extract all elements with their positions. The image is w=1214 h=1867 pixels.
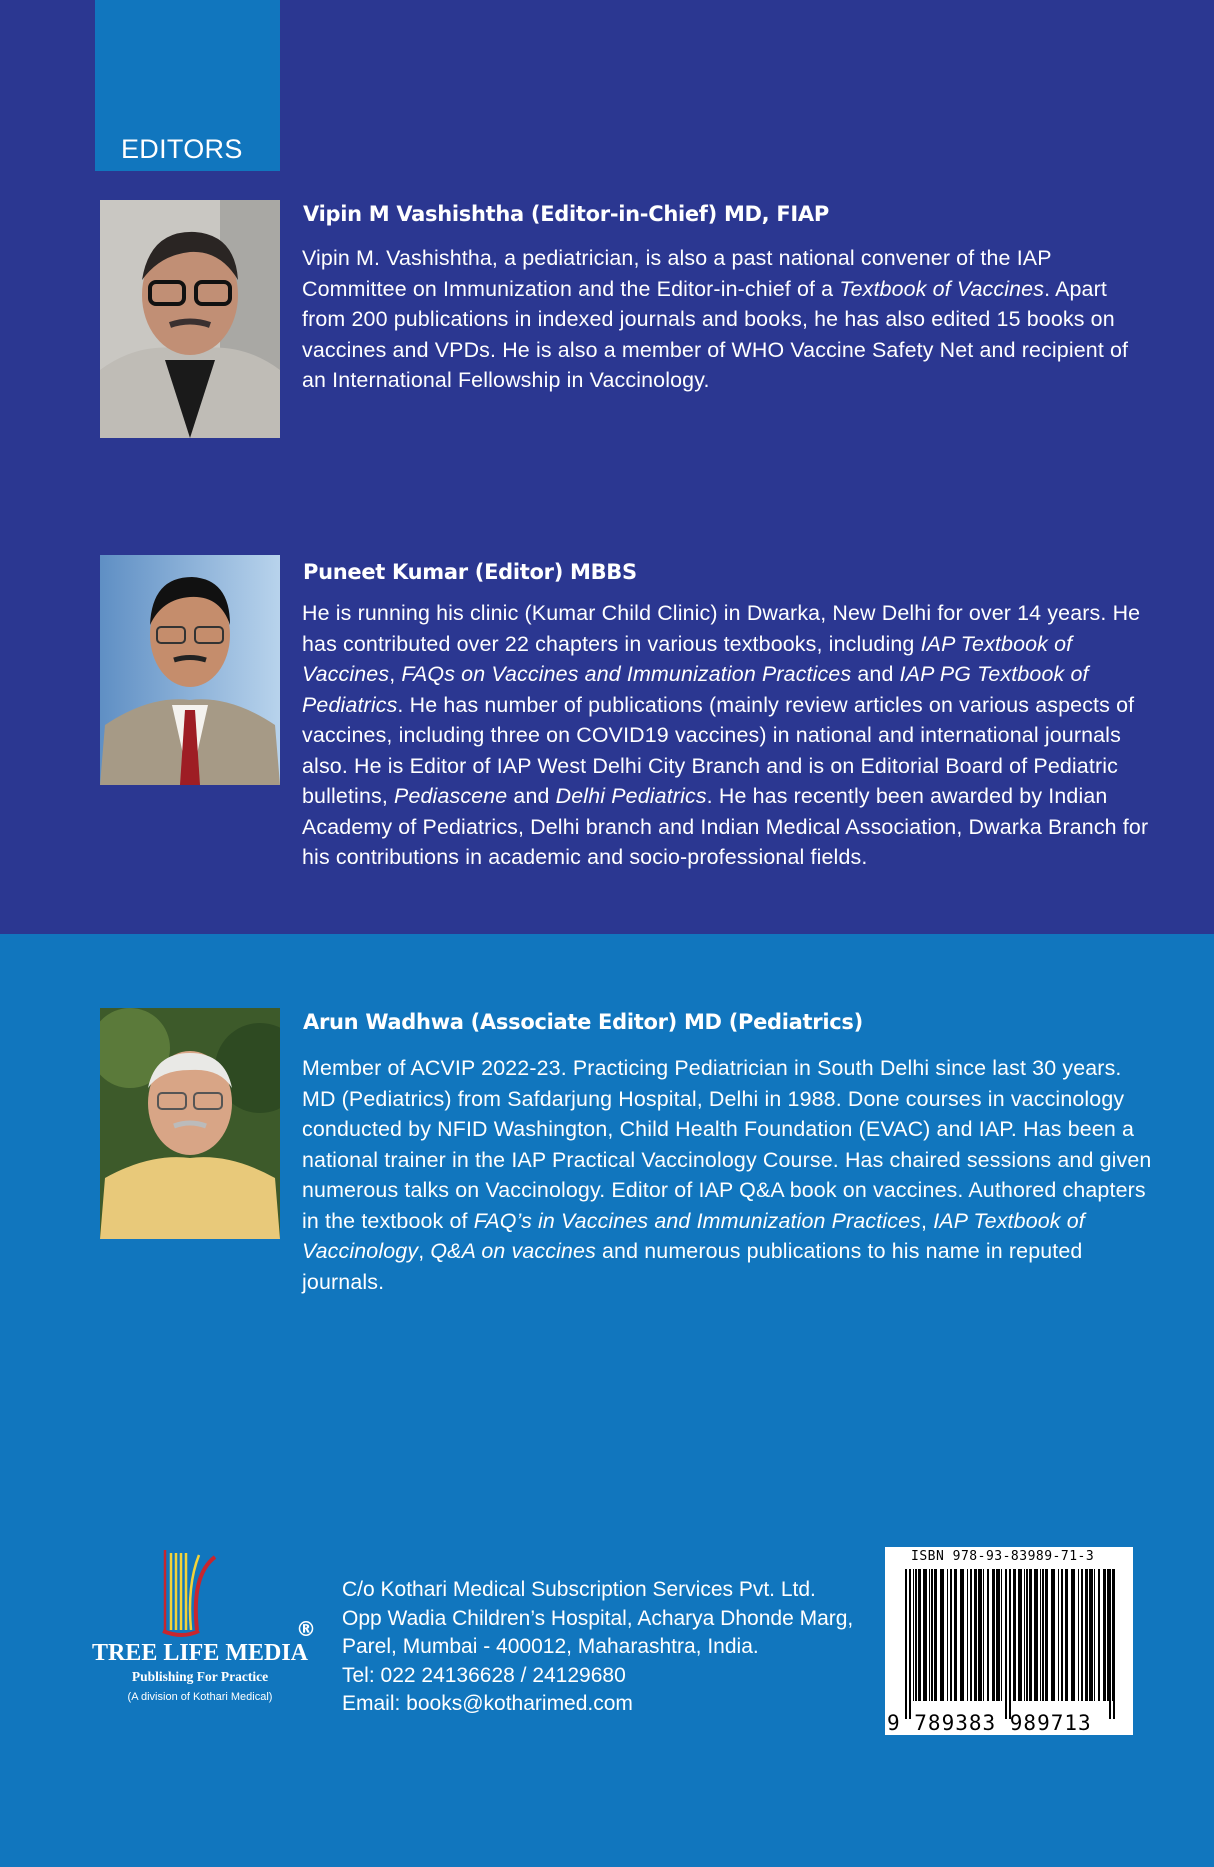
editor-name: Arun Wadhwa (Associate Editor) MD (Pediatrics) — [303, 1010, 863, 1034]
barcode-bar — [1051, 1569, 1055, 1701]
barcode-bar — [1081, 1569, 1083, 1701]
address-line: Parel, Mumbai - 400012, Maharashtra, India. — [342, 1635, 759, 1659]
section-label-box — [95, 0, 280, 171]
editor-bio — [302, 598, 1152, 873]
barcode-bar — [940, 1569, 944, 1701]
editor-bio — [302, 1053, 1152, 1297]
barcode-bar — [974, 1569, 977, 1701]
publisher-logo — [87, 1545, 327, 1710]
barcode-bar — [1058, 1569, 1059, 1701]
isbn-barcode — [885, 1547, 1133, 1735]
publisher-address — [342, 1576, 853, 1719]
bio-text: , — [389, 662, 402, 686]
editor-name: Vipin M Vashishtha (Editor-in-Chief) MD, FIAP — [303, 202, 829, 226]
barcode-bar — [954, 1569, 957, 1701]
barcode-bar — [1029, 1569, 1032, 1701]
bio-text: Vipin M. Vashishtha, a pediatrician, is also a past national convener of the IAP Committee on Immunization and the Editor-in-chief of a — [302, 246, 1052, 301]
barcode-bar — [931, 1569, 933, 1701]
barcode-bar — [992, 1569, 995, 1701]
editor-name: Puneet Kumar (Editor) MBBS — [303, 560, 637, 584]
registered-mark: ® — [296, 1617, 316, 1641]
book-title: Textbook of Vaccines — [839, 276, 1045, 301]
barcode-bar — [923, 1569, 927, 1701]
barcode-bar — [960, 1569, 964, 1701]
section-label: EDITORS — [121, 134, 243, 164]
barcode-bar — [905, 1569, 907, 1719]
address-line: Opp Wadia Children’s Hospital, Acharya Dhonde Marg, — [342, 1606, 854, 1630]
barcode-bar — [934, 1569, 937, 1701]
barcode-bar — [1103, 1569, 1106, 1701]
barcode-bar — [1001, 1569, 1002, 1701]
bio-text: and — [507, 784, 556, 808]
barcode-bar — [1061, 1569, 1063, 1701]
barcode-bar — [915, 1569, 917, 1701]
publisher-division: (A division of Kothari Medical) — [127, 1691, 273, 1703]
barcode-digits: 9 789383 989713 — [887, 1711, 1092, 1735]
barcode-bar — [978, 1569, 982, 1701]
book-title: FAQ’s in Vaccines and Immunization Practices — [473, 1208, 921, 1233]
editor-photo-wadhwa — [100, 1008, 280, 1239]
barcode-bar — [1013, 1569, 1016, 1701]
barcode-bar — [1094, 1569, 1095, 1701]
bio-text: . He has number of publications (mainly review articles on various aspects of vaccines, including three on COVID19 vaccines) in national and international journals also. He is Editor of IAP West Delhi City Branch and is on Editorial Board of Pediatric bulletins, — [302, 692, 1135, 808]
barcode-bar — [1045, 1569, 1048, 1701]
bio-text: and — [851, 662, 900, 686]
barcode-bar — [1024, 1569, 1025, 1701]
book-title: Q&A on vaccines — [430, 1239, 596, 1263]
barcode-bar — [1085, 1569, 1088, 1701]
barcode-bar — [1089, 1569, 1093, 1701]
barcode-bar — [1112, 1569, 1113, 1701]
barcode-bar — [1040, 1569, 1041, 1701]
barcode-bar — [1071, 1569, 1075, 1701]
barcode-bar — [929, 1569, 930, 1701]
editor-photo-kumar — [100, 555, 280, 785]
barcode-bar — [1005, 1569, 1007, 1719]
book-title: IAP Textbook of Vaccinology — [302, 1208, 1085, 1263]
barcode-bar — [983, 1569, 984, 1701]
email-line: Email: books@kotharimed.com — [342, 1692, 633, 1716]
barcode-bar — [970, 1569, 972, 1701]
tree-logo-icon — [87, 1545, 327, 1640]
publisher-brand: TREE LIFE MEDIA — [91, 1640, 309, 1666]
barcode-bar — [918, 1569, 921, 1701]
editor-photo-vashishtha — [100, 200, 280, 438]
bio-text: , — [418, 1239, 431, 1263]
barcode-bar — [1078, 1569, 1079, 1701]
barcode-bar — [1026, 1569, 1028, 1701]
barcode-bar — [1018, 1569, 1022, 1701]
book-title: FAQs on Vaccines and Immunization Practices — [401, 662, 852, 686]
editor-bio — [302, 243, 1152, 396]
barcode-bar — [1109, 1569, 1111, 1719]
barcode-bar — [909, 1569, 911, 1719]
book-title: IAP PG Textbook of Pediatrics — [302, 662, 1089, 717]
barcode-bar — [987, 1569, 989, 1701]
barcode-bar — [967, 1569, 968, 1701]
isbn-text: ISBN 978-93-83989-71-3 — [911, 1549, 1095, 1564]
book-title: Pediascene — [394, 784, 508, 808]
bio-text: and numerous publications to his name in reputed journals. — [302, 1239, 1083, 1294]
bio-text: Member of ACVIP 2022-23. Practicing Pediatrician in South Delhi since last 30 years. MD (Pediatrics) from Safdarjung Hospital, Delhi in 1988. Done courses in vaccinology conducted by NFID Washington, Child Health Foundation (EVAC) and IAP. Has been a national trainer in the IAP Practical Vaccinology Course. Has chaired sessions and given numerous talks on Vaccinology. Editor of IAP Q&A book on vaccines. Authored chapters in the textbook of — [302, 1056, 1152, 1233]
book-title: IAP Textbook of Vaccines — [302, 631, 1073, 686]
barcode-bar — [1098, 1569, 1100, 1701]
barcode-bar — [1009, 1569, 1011, 1719]
phone-line: Tel: 022 24136628 / 24129680 — [342, 1663, 626, 1687]
book-title: Delhi Pediatrics — [555, 784, 707, 808]
bio-text: . He has recently been awarded by Indian Academy of Pediatrics, Delhi branch and Indian Medical Association, Dwarka Branch for his contributions in academic and socio-professional fields. — [302, 784, 1149, 869]
bio-text: He is running his clinic (Kumar Child Clinic) in Dwarka, New Delhi for over 14 years. He has contributed over 22 chapters in various textbooks, including — [302, 601, 1141, 656]
bio-text: , — [921, 1208, 934, 1233]
barcode-bar — [1065, 1569, 1068, 1701]
barcode-bar — [913, 1569, 914, 1701]
bio-text: . Apart from 200 publications in indexed journals and books, he has also edited 15 books on vaccines and VPDs. He is also a member of WHO Vaccine Safety Net and recipient of an International Fellowship in Vaccinology. — [302, 276, 1129, 392]
barcode-bar — [947, 1569, 948, 1701]
address-line: C/o Kothari Medical Subscription Services Pvt. Ltd. — [342, 1578, 816, 1601]
publisher-tagline: Publishing For Practice — [131, 1669, 269, 1684]
barcode-bar — [950, 1569, 952, 1701]
barcode-bar — [1034, 1569, 1038, 1701]
barcode-bar — [1042, 1569, 1044, 1701]
barcode-bar — [1113, 1569, 1115, 1719]
barcode-bar — [996, 1569, 1000, 1701]
barcode-bars — [885, 1547, 1133, 1735]
